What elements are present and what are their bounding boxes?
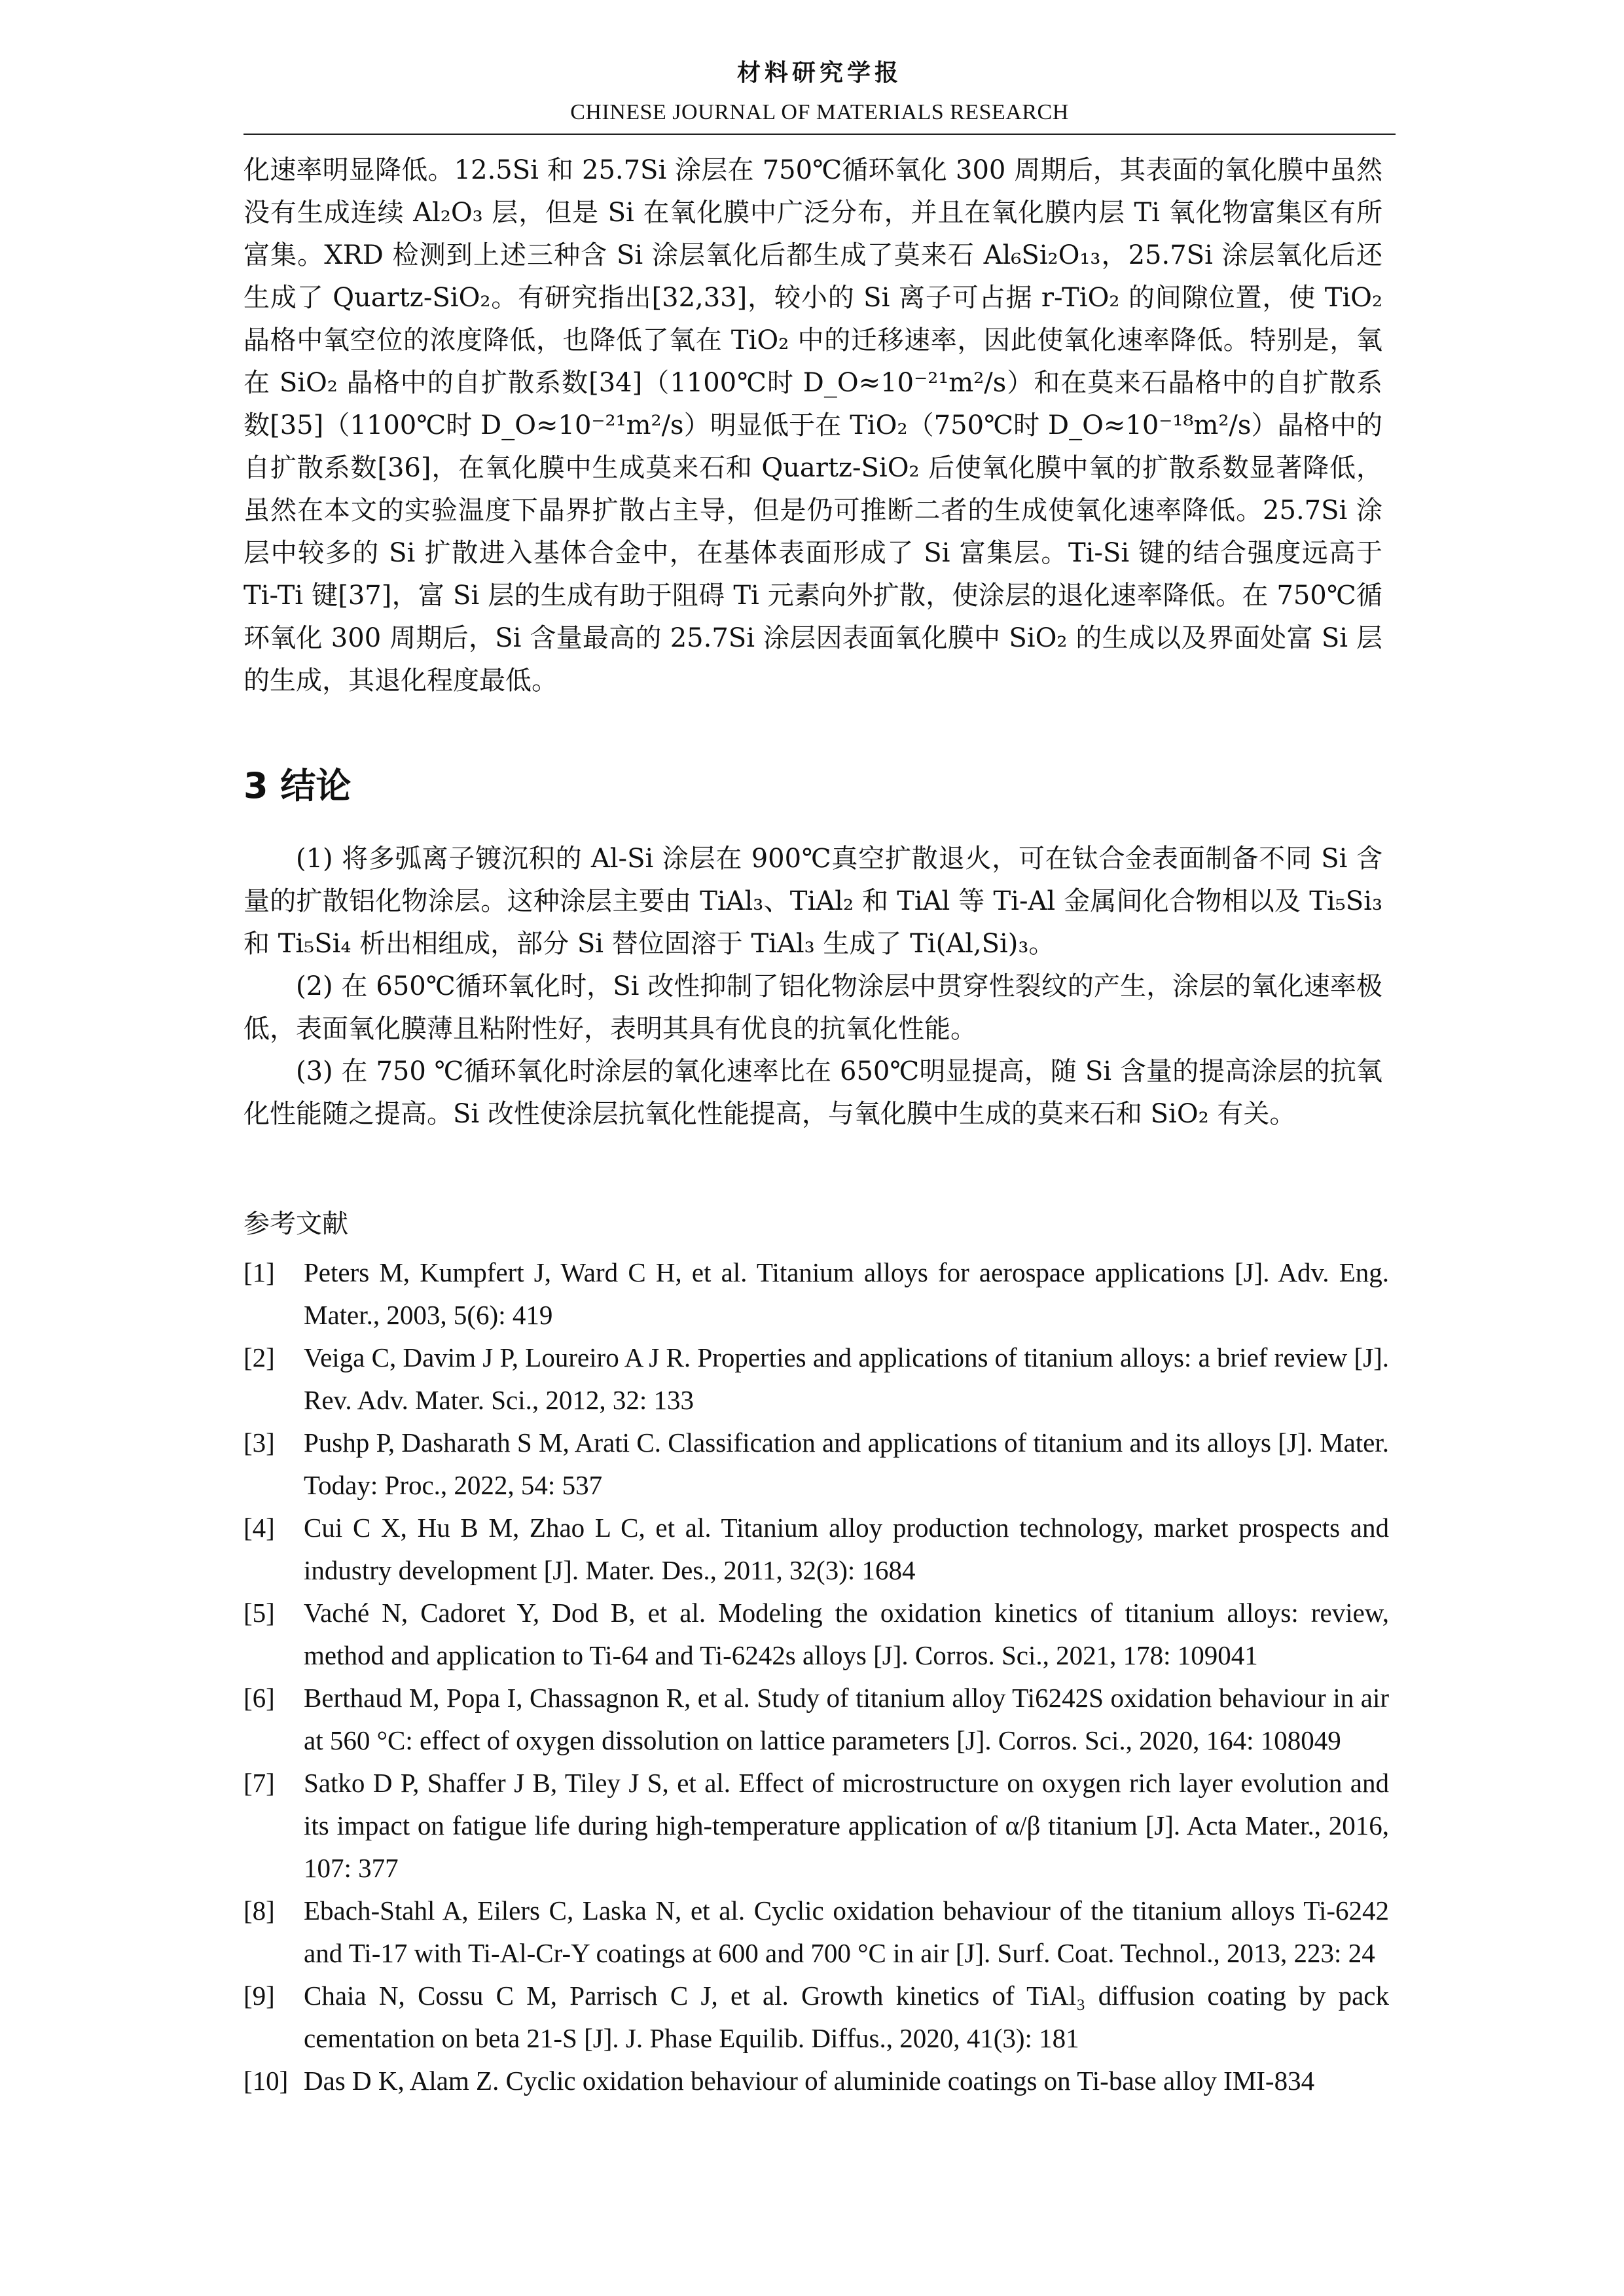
journal-title-chinese: 材料研究学报 bbox=[736, 60, 902, 86]
conclusion-item-1: (1) 将多弧离子镀沉积的 Al-Si 涂层在 900℃真空扩散退火，可在钛合金表面制备不同 Si 含量的扩散铝化物涂层。这种涂层主要由 TiAl₃、TiAl₂ 和 TiAl 等 Ti-Al 金属间化合物相以及 Ti₅Si₃ 和 Ti₅Si₄ 析出相组成，部分 Si 替位固溶于 TiAl₃ 生成了 Ti(Al,Si)₃。 bbox=[244, 844, 1382, 959]
conclusion-item-2: (2) 在 650℃循环氧化时，Si 改性抑制了铝化物涂层中贯穿性裂纹的产生，涂层的氧化速率极低，表面氧化膜薄且粘附性好，表明其具有优良的抗氧化性能。 bbox=[244, 971, 1382, 1044]
reference-text: Vaché N, Cadoret Y, Dod B, et al. Modeling the oxidation kinetics of titanium alloys: review, method and application to Ti-64 and Ti-6242s alloys [J]. Corros. Sci., 2021, 178: 109041 bbox=[304, 1598, 1389, 1670]
journal-header bbox=[244, 58, 1396, 127]
conclusions bbox=[244, 838, 1382, 1136]
reference-text: Chaia N, Cossu C M, Parrisch C J, et al. Growth kinetics of TiAl₃ diffusion coating by pack cementation on beta 21-S [J]. J. Phase Equilib. Diffus., 2020, 41(3): 181 bbox=[304, 1981, 1389, 2053]
reference-text: Ebach-Stahl A, Eilers C, Laska N, et al. Cyclic oxidation behaviour of the titanium alloys Ti-6242 and Ti-17 with Ti-Al-Cr-Y coatings at 600 and 700 °C in air [J]. Surf. Coat. Technol., 2013, 223: 24 bbox=[304, 1895, 1389, 1968]
reference-text: Das D K, Alam Z. Cyclic oxidation behaviour of aluminide coatings on Ti-base alloy IMI-834 bbox=[304, 2066, 1315, 2096]
reference-item bbox=[244, 1336, 1389, 1422]
reference-item bbox=[244, 1507, 1389, 1592]
reference-item bbox=[244, 2060, 1389, 2102]
journal-title-english: CHINESE JOURNAL OF MATERIALS RESEARCH bbox=[570, 100, 1069, 124]
reference-text: Berthaud M, Popa I, Chassagnon R, et al. Study of titanium alloy Ti6242S oxidation behaviour in air at 560 °C: effect of oxygen dissolution on lattice parameters [J]. Corros. Sci., 2020, 164: 108049 bbox=[304, 1683, 1389, 1755]
reference-item bbox=[244, 1677, 1389, 1762]
reference-number: [1] bbox=[244, 1257, 275, 1287]
reference-item bbox=[244, 1592, 1389, 1677]
reference-number: [4] bbox=[244, 1513, 275, 1543]
reference-number: [10] bbox=[244, 2066, 289, 2096]
reference-number: [7] bbox=[244, 1768, 275, 1798]
reference-item bbox=[244, 1251, 1389, 1336]
reference-number: [9] bbox=[244, 1981, 275, 2011]
section-heading-conclusions: 3 结论 bbox=[244, 765, 352, 806]
reference-number: [2] bbox=[244, 1342, 275, 1372]
references-list bbox=[244, 1251, 1389, 2102]
reference-item bbox=[244, 1762, 1389, 1890]
header-divider bbox=[244, 134, 1396, 135]
reference-text: Veiga C, Davim J P, Loureiro A J R. Properties and applications of titanium alloys: a brief review [J]. Rev. Adv. Mater. Sci., 2012, 32: 133 bbox=[304, 1342, 1389, 1415]
reference-number: [8] bbox=[244, 1895, 275, 1926]
reference-item bbox=[244, 1890, 1389, 1975]
reference-number: [6] bbox=[244, 1683, 275, 1713]
reference-text: Pushp P, Dasharath S M, Arati C. Classification and applications of titanium and its alloys [J]. Mater. Today: Proc., 2022, 54: 537 bbox=[304, 1427, 1389, 1500]
conclusion-item-3: (3) 在 750 ℃循环氧化时涂层的氧化速率比在 650℃明显提高，随 Si 含量的提高涂层的抗氧化性能随之提高。Si 改性使涂层抗氧化性能提高，与氧化膜中生成的莫来石和 SiO₂ 有关。 bbox=[244, 1056, 1382, 1129]
reference-number: [3] bbox=[244, 1427, 275, 1458]
reference-number: [5] bbox=[244, 1598, 275, 1628]
references-heading: 参考文献 bbox=[244, 1209, 348, 1239]
reference-text: Satko D P, Shaffer J B, Tiley J S, et al. Effect of microstructure on oxygen rich layer evolution and its impact on fatigue life during high-temperature application of α/β titanium [J]. Acta Mater., 2016, 107: 377 bbox=[304, 1768, 1389, 1883]
body-paragraph: 化速率明显降低。12.5Si 和 25.7Si 涂层在 750℃循环氧化 300 周期后，其表面的氧化膜中虽然没有生成连续 Al₂O₃ 层，但是 Si 在氧化膜中广泛分布，并且在氧化膜内层 Ti 氧化物富集区有所富集。XRD 检测到上述三种含 Si 涂层氧化后都生成了莫来石 Al₆Si₂O₁₃，25.7Si 涂层氧化后还生成了 Quartz-SiO₂。有研究指出[32,33]，较小的 Si 离子可占据 r-TiO₂ 的间隙位置，使 TiO₂ 晶格中氧空位的浓度降低，也降低了氧在 TiO₂ 中的迁移速率，因此使氧化速率降低。特别是，氧在 SiO₂ 晶格中的自扩散系数[34]（1100℃时 D_O≈10⁻²¹m²/s）和在莫来石晶格中的自扩散系数[35]（1100℃时 D_O≈10⁻²¹m²/s）明显低于在 TiO₂（750℃时 D_O≈10⁻¹⁸m²/s）晶格中的自扩散系数[36]，在氧化膜中生成莫来石和 Quartz-SiO₂ 后使氧化膜中氧的扩散系数显著降低，虽然在本文的实验温度下晶界扩散占主导，但是仍可推断二者的生成使氧化速率降低。25.7Si 涂层中较多的 Si 扩散进入基体合金中，在基体表面形成了 Si 富集层。Ti-Si 键的结合强度远高于 Ti-Ti 键[37]，富 Si 层的生成有助于阻碍 Ti 元素向外扩散，使涂层的退化速率降低。在 750℃循环氧化 300 周期后，Si 含量最高的 25.7Si 涂层因表面氧化膜中 SiO₂ 的生成以及界面处富 Si 层的生成，其退化程度最低。 bbox=[244, 155, 1382, 696]
body-text bbox=[244, 149, 1382, 702]
reference-item bbox=[244, 1975, 1389, 2060]
reference-item bbox=[244, 1422, 1389, 1507]
reference-text: Cui C X, Hu B M, Zhao L C, et al. Titanium alloy production technology, market prospects and industry development [J]. Mater. Des., 2011, 32(3): 1684 bbox=[304, 1513, 1389, 1585]
reference-text: Peters M, Kumpfert J, Ward C H, et al. Titanium alloys for aerospace applications [J]. Adv. Eng. Mater., 2003, 5(6): 419 bbox=[304, 1257, 1389, 1330]
